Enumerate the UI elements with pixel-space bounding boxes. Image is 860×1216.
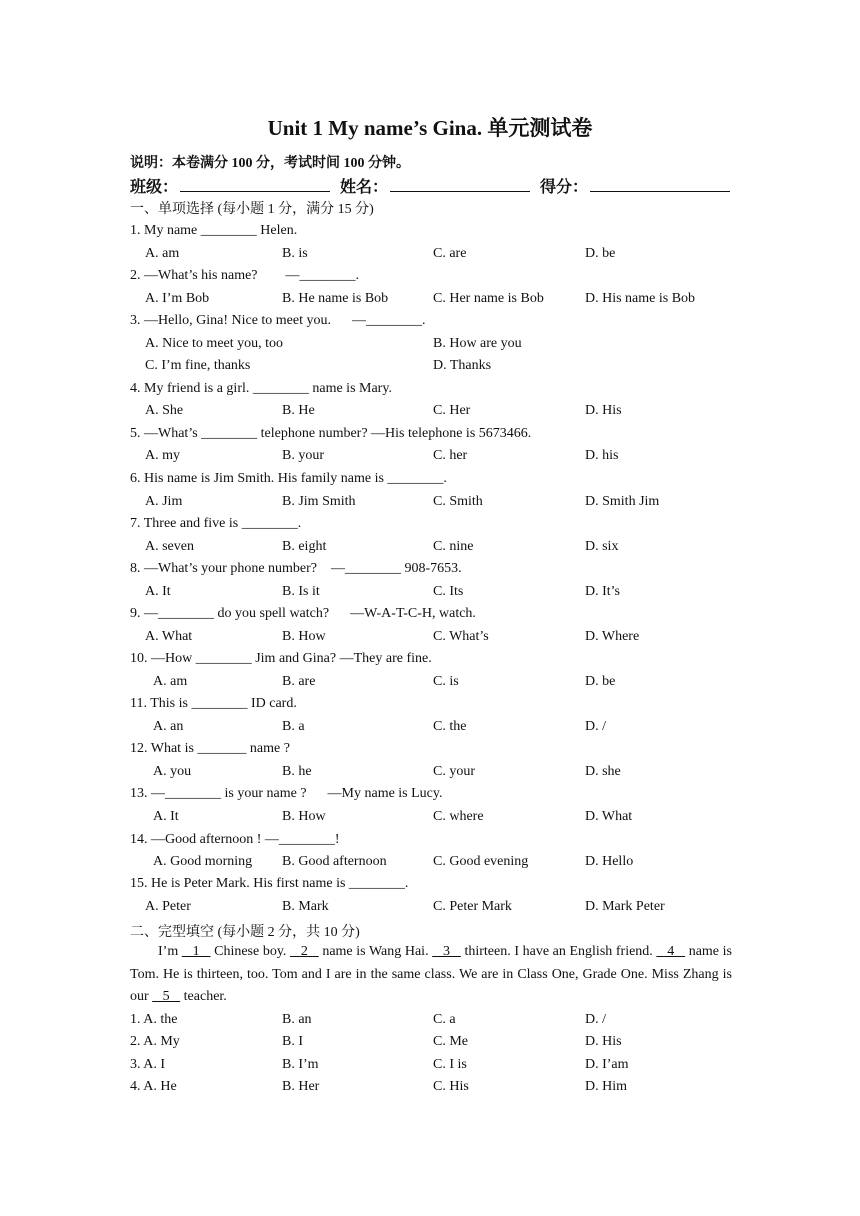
option-b: B. I’m bbox=[282, 1057, 319, 1072]
option-a: A. Nice to meet you, too bbox=[145, 336, 284, 351]
cloze-passage bbox=[130, 941, 732, 1009]
option-a: A. She bbox=[145, 403, 184, 418]
passage-text: name is Wang Hai. bbox=[318, 944, 433, 959]
option-b: B. is bbox=[282, 246, 308, 261]
option-d: D. be bbox=[585, 674, 616, 689]
option-b: B. How bbox=[282, 809, 326, 824]
option-d: D. be bbox=[585, 246, 616, 261]
question-stem: 4. My friend is a girl. ________ name is Mary. bbox=[130, 381, 392, 396]
class-info-line bbox=[130, 174, 732, 196]
option-b: B. Her bbox=[282, 1079, 320, 1094]
blank-5: 5 bbox=[152, 989, 181, 1004]
class-label: 班级： bbox=[130, 179, 179, 196]
option-c: C. are bbox=[433, 246, 467, 261]
question-stem: 14. —Good afternoon ! —________! bbox=[130, 832, 340, 847]
section2-heading: 二、完型填空 (每小题 2 分，共 10 分) bbox=[130, 925, 360, 940]
option-b: B. How bbox=[282, 629, 326, 644]
option-a: A. Jim bbox=[145, 494, 183, 509]
option-d: D. Smith Jim bbox=[585, 494, 660, 509]
option-d: D. / bbox=[585, 1012, 606, 1027]
option-a: A. It bbox=[145, 584, 171, 599]
question-stem: 1. My name ________ Helen. bbox=[130, 223, 298, 238]
option-b: B. I bbox=[282, 1034, 303, 1049]
option-c: C. the bbox=[433, 719, 467, 734]
option-a: A. Peter bbox=[145, 899, 191, 914]
option-c: C. I’m fine, thanks bbox=[145, 358, 251, 373]
option-d: D. His bbox=[585, 1034, 622, 1049]
option-d: D. Hello bbox=[585, 854, 634, 869]
option-a: A. am bbox=[145, 246, 180, 261]
passage-text: name is Tom. He is thirteen, too. Tom and I are in the same class. We are in Class One, Grade One. Miss Zhang is our bbox=[130, 944, 732, 1004]
question-stem: 6. His name is Jim Smith. His family name is ________. bbox=[130, 471, 447, 486]
option-d: D. six bbox=[585, 539, 619, 554]
option-c: C. nine bbox=[433, 539, 474, 554]
page-title: Unit 1 My name’s Gina. 单元测试卷 bbox=[267, 116, 593, 140]
option-b: B. your bbox=[282, 448, 324, 463]
option-a: A. What bbox=[145, 629, 193, 644]
option-c: C. where bbox=[433, 809, 484, 824]
score-blank bbox=[590, 191, 730, 192]
blank-2: 2 bbox=[290, 944, 319, 959]
option-a: 3. A. I bbox=[130, 1057, 165, 1072]
name-blank bbox=[390, 191, 530, 192]
option-a: A. my bbox=[145, 448, 180, 463]
option-b: B. He bbox=[282, 403, 315, 418]
option-a: A. an bbox=[153, 719, 184, 734]
score-label: 得分： bbox=[540, 179, 589, 196]
option-d: D. I’am bbox=[585, 1057, 629, 1072]
blank-3: 3 bbox=[432, 944, 461, 959]
option-b: B. Is it bbox=[282, 584, 320, 599]
option-b: B. Good afternoon bbox=[282, 854, 387, 869]
question-stem: 5. —What’s ________ telephone number? —His telephone is 5673466. bbox=[130, 426, 532, 441]
section1-heading: 一、单项选择 (每小题 1 分，满分 15 分) bbox=[130, 202, 374, 217]
option-d: D. Where bbox=[585, 629, 640, 644]
class-blank bbox=[180, 191, 330, 192]
option-a: 4. A. He bbox=[130, 1079, 177, 1094]
passage-text: I’m bbox=[158, 944, 182, 959]
option-d: D. / bbox=[585, 719, 606, 734]
option-d: D. she bbox=[585, 764, 621, 779]
option-b: B. eight bbox=[282, 539, 327, 554]
passage-text: Chinese boy. bbox=[210, 944, 291, 959]
option-a: 1. A. the bbox=[130, 1012, 178, 1027]
passage-text: thirteen. I have an English friend. bbox=[460, 944, 657, 959]
passage-text: teacher. bbox=[180, 989, 227, 1004]
option-a: A. seven bbox=[145, 539, 194, 554]
option-c: C. Good evening bbox=[433, 854, 529, 869]
blank-4: 4 bbox=[656, 944, 686, 959]
option-c: C. What’s bbox=[433, 629, 489, 644]
option-a: A. am bbox=[153, 674, 188, 689]
option-d: D. Him bbox=[585, 1079, 627, 1094]
question-stem: 15. He is Peter Mark. His first name is ________. bbox=[130, 876, 409, 891]
option-c: C. is bbox=[433, 674, 459, 689]
question-stem: 7. Three and five is ________. bbox=[130, 516, 302, 531]
option-d: D. What bbox=[585, 809, 633, 824]
option-b: B. He name is Bob bbox=[282, 291, 389, 306]
option-c: C. His bbox=[433, 1079, 469, 1094]
option-c: C. Smith bbox=[433, 494, 483, 509]
question-stem: 12. What is _______ name ? bbox=[130, 741, 290, 756]
option-c: C. Its bbox=[433, 584, 464, 599]
option-d: D. Thanks bbox=[433, 358, 492, 373]
option-a: A. I’m Bob bbox=[145, 291, 210, 306]
option-b: B. How are you bbox=[433, 336, 522, 351]
option-c: C. Peter Mark bbox=[433, 899, 512, 914]
option-c: C. Her name is Bob bbox=[433, 291, 544, 306]
option-d: D. It’s bbox=[585, 584, 620, 599]
question-stem: 8. —What’s your phone number? —________ 908-7653. bbox=[130, 561, 462, 576]
name-label: 姓名： bbox=[340, 179, 389, 196]
question-stem: 11. This is ________ ID card. bbox=[130, 696, 297, 711]
option-b: B. Jim Smith bbox=[282, 494, 356, 509]
option-c: C. Me bbox=[433, 1034, 468, 1049]
option-b: B. are bbox=[282, 674, 316, 689]
option-a: 2. A. My bbox=[130, 1034, 180, 1049]
option-c: C. your bbox=[433, 764, 475, 779]
option-b: B. an bbox=[282, 1012, 312, 1027]
option-a: A. It bbox=[153, 809, 179, 824]
option-b: B. he bbox=[282, 764, 312, 779]
question-stem: 9. —________ do you spell watch? —W-A-T-C-H, watch. bbox=[130, 606, 476, 621]
option-d: D. his bbox=[585, 448, 619, 463]
option-a: A. Good morning bbox=[153, 854, 253, 869]
option-b: B. a bbox=[282, 719, 305, 734]
question-stem: 10. —How ________ Jim and Gina? —They are fine. bbox=[130, 651, 432, 666]
option-c: C. I is bbox=[433, 1057, 467, 1072]
blank-1: 1 bbox=[181, 944, 211, 959]
question-stem: 2. —What’s his name? —________. bbox=[130, 268, 360, 283]
question-stem: 13. —________ is your name ? —My name is Lucy. bbox=[130, 786, 443, 801]
exam-note: 说明：本卷满分 100 分，考试时间 100 分钟。 bbox=[130, 156, 410, 171]
option-d: D. His name is Bob bbox=[585, 291, 696, 306]
option-c: C. Her bbox=[433, 403, 471, 418]
option-c: C. a bbox=[433, 1012, 456, 1027]
question-stem: 3. —Hello, Gina! Nice to meet you. —________. bbox=[130, 313, 426, 328]
option-a: A. you bbox=[153, 764, 192, 779]
option-d: D. Mark Peter bbox=[585, 899, 665, 914]
option-c: C. her bbox=[433, 448, 468, 463]
option-b: B. Mark bbox=[282, 899, 329, 914]
option-d: D. His bbox=[585, 403, 622, 418]
